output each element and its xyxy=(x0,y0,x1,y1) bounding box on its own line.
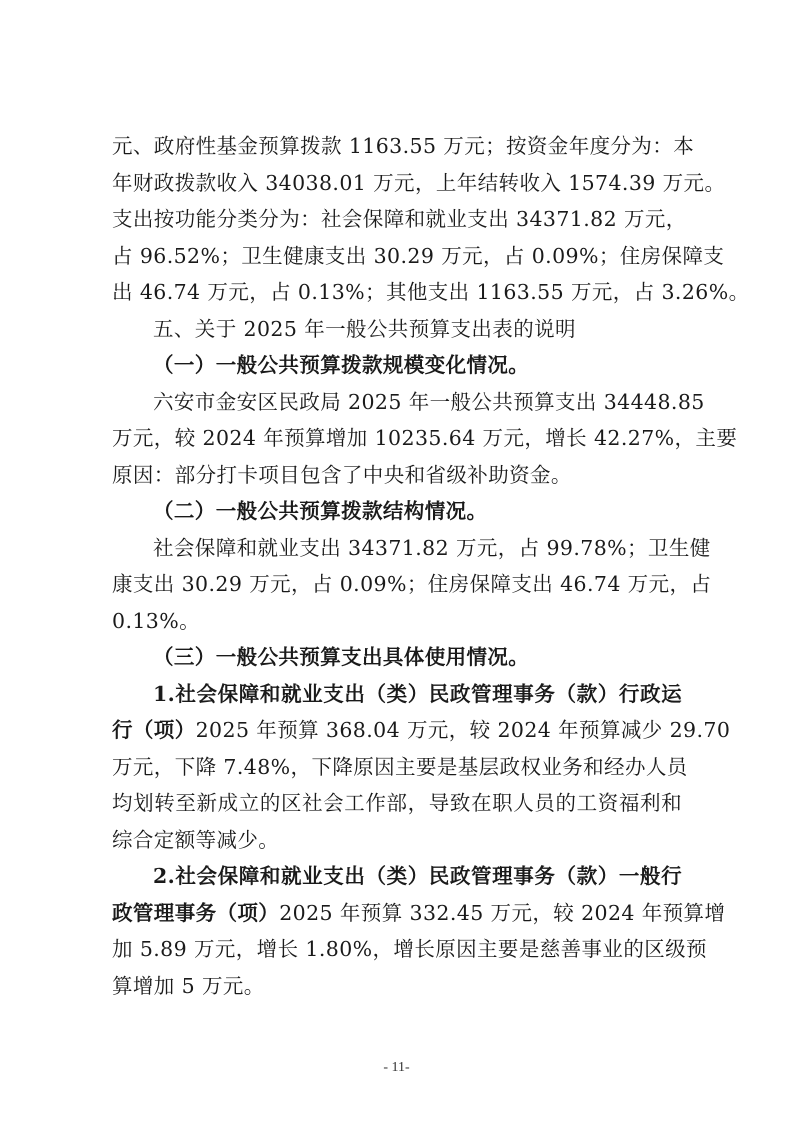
paragraph-line: 加 5.89 万元，增长 1.80%，增长原因主要是慈善事业的区级预 xyxy=(112,937,707,961)
item-text: 2025 年预算 368.04 万元，较 2024 年预算减少 29.70 xyxy=(195,718,731,742)
paragraph-line xyxy=(112,895,726,932)
section-heading: 五、关于 2025 年一般公共预算支出表的说明 xyxy=(153,316,576,341)
page-number: - 11- xyxy=(383,1060,410,1075)
paragraph-line: 出 46.74 万元，占 0.13%；其他支出 1163.55 万元，占 3.26%。 xyxy=(112,280,750,304)
paragraph-line: 康支出 30.29 万元，占 0.09%；住房保障支出 46.74 万元，占 xyxy=(112,572,712,596)
paragraph-line: 均划转至新成立的区社会工作部，导致在职人员的工资福利和 xyxy=(112,791,682,815)
paragraph-line xyxy=(112,712,731,749)
paragraph-line: 元、政府性基金预算拨款 1163.55 万元；按资金年度分为：本 xyxy=(112,134,695,158)
paragraph-line: 万元，较 2024 年预算增加 10235.64 万元，增长 42.27%，主要 xyxy=(112,426,738,450)
paragraph-line: 万元，下降 7.48%，下降原因主要是基层政权业务和经办人员 xyxy=(112,754,688,779)
paragraph-line: 0.13%。 xyxy=(112,608,201,633)
item-heading: 2.社会保障和就业支出（类）民政管理事务（款）一般行 xyxy=(153,864,682,888)
subsection-heading: （三）一般公共预算支出具体使用情况。 xyxy=(153,645,530,669)
document-body xyxy=(112,128,750,1004)
paragraph-line: 综合定额等减少。 xyxy=(112,827,280,852)
paragraph-line: 六安市金安区民政局 2025 年一般公共预算支出 34448.85 xyxy=(153,389,705,414)
paragraph-line: 原因：部分打卡项目包含了中央和省级补助资金。 xyxy=(112,462,572,487)
item-heading-tail: 政管理事务（项） xyxy=(112,900,280,925)
paragraph-line: 年财政拨款收入 34038.01 万元，上年结转收入 1574.39 万元。 xyxy=(112,170,726,195)
paragraph-line: 占 96.52%；卫生健康支出 30.29 万元，占 0.09%；住房保障支 xyxy=(112,243,725,268)
item-text: 2025 年预算 332.45 万元，较 2024 年预算增 xyxy=(279,900,726,925)
item-heading: 1.社会保障和就业支出（类）民政管理事务（款）行政运 xyxy=(153,681,682,706)
item-heading-tail: 行（项） xyxy=(112,718,196,742)
paragraph-line: 算增加 5 万元。 xyxy=(112,973,265,998)
paragraph-line: 社会保障和就业支出 34371.82 万元，占 99.78%；卫生健 xyxy=(153,535,711,560)
subsection-heading: （一）一般公共预算拨款规模变化情况。 xyxy=(153,353,530,377)
subsection-heading: （二）一般公共预算拨款结构情况。 xyxy=(153,499,488,523)
paragraph-line: 支出按功能分类分为：社会保障和就业支出 34371.82 万元， xyxy=(112,207,687,231)
